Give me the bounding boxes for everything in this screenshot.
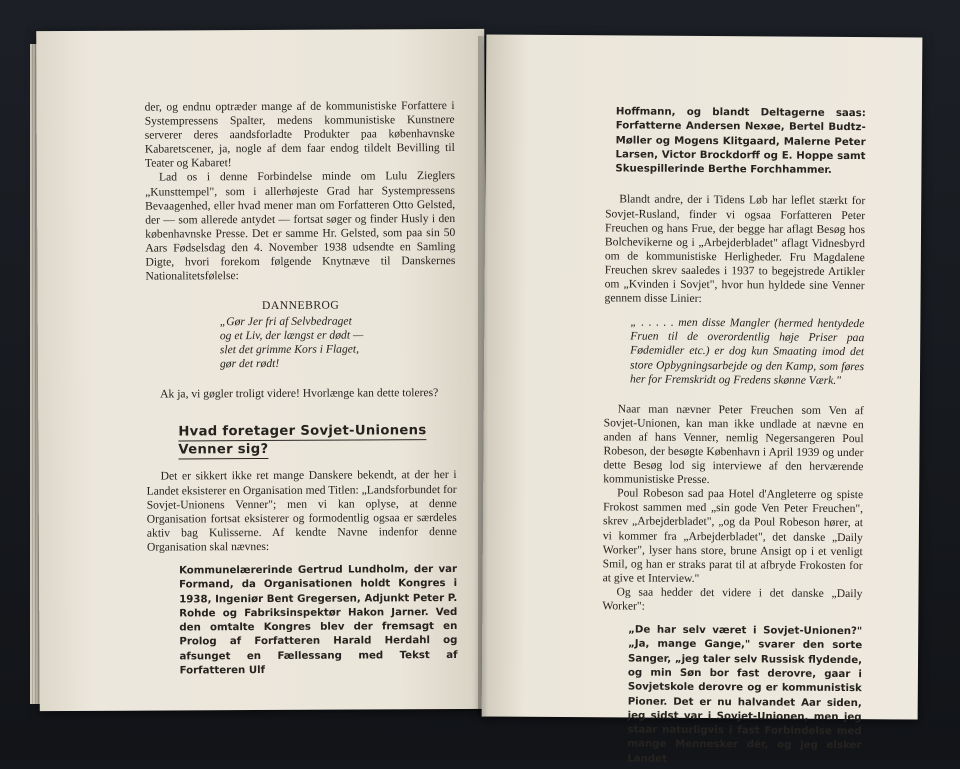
left-page-text	[145, 99, 458, 679]
after-poem-text: Ak ja, vi gøgler troligt videre! Hvorlænge kan dette toleres?	[160, 386, 439, 401]
poem-line: „Gør Jer fri af Selvbedraget	[219, 314, 352, 329]
poem-line: gør det rødt!	[219, 357, 280, 371]
section-heading	[178, 422, 456, 459]
right-paragraph-1: Blandt andre, der i Tidens Løb har leflet stærkt for Sovjet-Rusland, finder vi ogsaa Forfatteren Peter Freuchen og hans Frue, der begge har aflagt Besøg hos Bolchevikerne og i „Arbejderbladet" aflagt Vidnesbyrd om de kommunistiske Herligheder. Fru Magdalene Freuchen skrev saaledes i 1937 to begejstrede Artikler om „Kvinden i Sovjet", hvor hun hyldede sine Venner gennem disse Linier:	[604, 192, 866, 306]
left-paragraph-2: Lad os i denne Forbindelse minde om Lulu Zieglers „Kunsttempel", som i allerhøjeste Grad har Systempressens Bevaagenhed, eller hvad mener man om Forfatteren Otto Gelsted, der — som allerede antydet — fortsat søger og finder Husly i den københavnske Presse. Det er samme Hr. Gelsted, som paa sin 50 Aars Fødselsdag den 4. November 1938 udsendte en Samling Digte, hvori forekom følgende Knytnæve til Danskernes Nationalitetsfølelse:	[145, 169, 456, 283]
left-body-paragraph: Det er sikkert ikke ret mange Danskere bekendt, at der her i Landet eksisterer en Organisation med Titlen: „Landsforbundet for Sovjet-Unionens Venner"; men vi kan oplyse, at denne Organisation fortsat eksisterer og formodentlig ogsaa er særdeles aktiv bag Kulisserne. Af kendte Navne indenfor denne Organisation skal nævnes:	[146, 468, 457, 554]
left-paragraph-1: der, og endnu optræder mange af de kommunistiske Forfattere i Systempressens Spalter, medens kommunistiske Kunstnere serverer deres aandsforladte Produkter paa københavnske Kabaretscener, ja, nogle af dem faar endog tildelt Bevilling til Teater og Kabaret!	[144, 98, 455, 170]
right-paragraph-3: Poul Robeson sad paa Hotel d'Angleterre og spiste Frokost sammen med „sin gode Ven Peter Freuchen", skrev „Arbejderbladet", „og da Poul Robeson hører, at vi kommer fra „Arbejderbladet", det danske „Daily Worker", lyser hans store, brune Ansigt op i et venligt Smil, og han er straks parat til at afbryde Frokosten for at give et Interview."	[602, 486, 864, 585]
heading-line-1: Hvad foretager Sovjet-Unionens	[178, 423, 427, 440]
poem-line: og et Liv, der længst er dødt —	[219, 328, 364, 343]
book-gutter-shadow	[478, 36, 488, 716]
freuchen-quote: „ . . . . . men disse Mangler (hermed hentydede Fruen til de overordentlig høje Priser paa Fødemidler etc.) er dog kun Smaating imod det store Opbygningsarbejde og den Kamp, som føres her for Fremskridt og Fredens skønne Værk."	[629, 315, 865, 387]
right-page-text	[601, 105, 866, 768]
robeson-interview-quote: „De har selv været i Sovjet-Unionen?" „Ja, mange Gange," svarer den sorte Sanger, „jeg taler selv Russisk flydende, og min Søn bor fast derovre, gaar i Sovjetskole derovre og er kommunistisk Pioner. Det er nu halvandet Aar siden, jeg sidst var i Sovjet-Unionen, men jeg staar naturligvis i fast Forbindelse med mange Mennesker dér, og jeg elsker Landet	[627, 624, 863, 765]
left-bold-names-block: Kommunelærerinde Gertrud Lundholm, der var Formand, da Organisationen holdt Kongres i 1938, Ingeniør Bent Gregersen, Adjunkt Peter P. Rohde og Fabriksinspektør Hakon Jarner. Ved den omtalte Kongres blev der fremsagt en Prolog af Forfatteren Harald Herdahl og afsunget en Fællessang med Tekst af Forfatteren Ulf	[179, 563, 458, 677]
right-paragraph-2: Naar man nævner Peter Freuchen som Ven af Sovjet-Unionen, kan man ikke undlade at nævne en anden af hans Venner, nemlig Negersangeren Poul Robeson, der besøgte København i April 1939 og under dette Besøg lod sig interviewe af den herværende kommunistiske Presse.	[603, 402, 864, 487]
left-page	[36, 29, 488, 711]
right-page	[482, 34, 923, 765]
heading-line-2: Venner sig?	[178, 442, 269, 458]
poem-title: DANNEBROG	[261, 298, 340, 313]
right-bold-names-block: Hoffmann, og blandt Deltagerne saas: Forfatterne Andersen Nexøe, Bertel Budtz-Møller og Mogens Klitgaard, Malerne Peter Larsen, Victor Brockdorff og E. Hoppe samt Skuespillerinde Berthe Forchhammer.	[615, 106, 866, 177]
poem-line: slet det grimme Kors i Flaget,	[219, 342, 360, 357]
poem	[220, 314, 456, 371]
right-paragraph-4: Og saa hedder det videre i det danske „Daily Worker":	[602, 585, 863, 613]
